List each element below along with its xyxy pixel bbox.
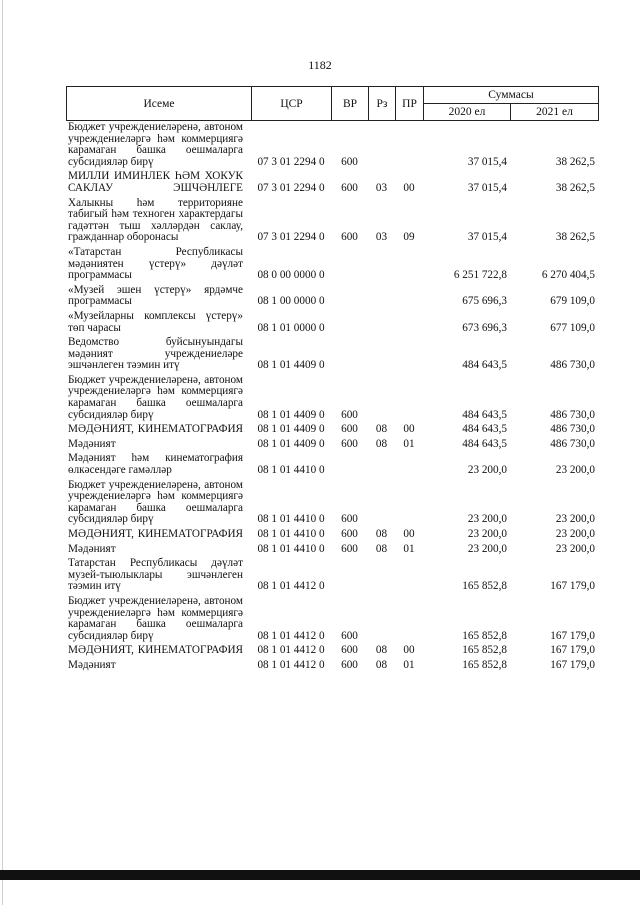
row-csr: 07 3 01 2294 0 — [257, 155, 325, 168]
row-sum-2020: 6 251 722,8 — [453, 269, 507, 282]
row-name: Ведомство буйсынуындагы мәдәният учреждениеләре эшчәнлеген тәэмин итү — [68, 336, 243, 372]
row-pr: 01 — [403, 437, 415, 450]
table-row — [66, 424, 599, 436]
row-sum-2020: 23 200,0 — [467, 464, 507, 477]
row-pr: 00 — [403, 644, 415, 657]
row-csr: 07 3 01 2294 0 — [257, 231, 325, 244]
row-name: Мәдәният һәм кинематография өлкәсендәге гамәлләр — [68, 452, 243, 477]
row-sum-2021: 23 200,0 — [555, 513, 595, 526]
row-pr: 00 — [403, 528, 415, 540]
table-body — [66, 122, 599, 675]
row-csr: 08 1 00 0000 0 — [257, 295, 325, 308]
row-pr: 09 — [403, 231, 415, 244]
row-sum-2020: 165 852,8 — [462, 629, 507, 642]
table-row — [66, 285, 599, 308]
table-header — [66, 86, 599, 121]
row-sum-2021: 6 270 404,5 — [541, 269, 595, 282]
row-csr: 08 1 01 4412 0 — [257, 644, 325, 657]
row-sum-2020: 23 200,0 — [467, 542, 507, 555]
row-csr: 08 1 01 4410 0 — [257, 528, 325, 540]
row-pr: 00 — [403, 423, 415, 436]
row-vr: 600 — [341, 408, 358, 421]
row-vr: 600 — [341, 629, 358, 642]
row-name: Бюджет учреждениеләренә, автоном учреждениеләргә һәм коммерциягә карамаган башка оешмаларга субсидияләр бирү — [68, 594, 243, 642]
row-name: Мәдәният — [68, 658, 116, 671]
row-csr: 08 1 01 4412 0 — [257, 658, 325, 671]
row-sum-2021: 486 730,0 — [550, 437, 595, 450]
row-sum-2020: 675 696,3 — [462, 295, 507, 308]
row-sum-2020: 23 200,0 — [467, 528, 507, 540]
row-sum-2020: 165 852,8 — [462, 580, 507, 593]
row-sum-2020: 165 852,8 — [462, 644, 507, 657]
header-pr: ПР — [396, 87, 424, 120]
scan-bottom-bar — [0, 870, 640, 880]
row-sum-2021: 167 179,0 — [550, 580, 595, 593]
row-csr: 08 1 01 4412 0 — [257, 580, 325, 593]
row-name: «Татарстан Республикасы мәдәниятен үстерү» дәүләт программасы — [68, 245, 243, 282]
row-name: Мәдәният — [68, 437, 116, 450]
row-csr: 08 0 00 0000 0 — [257, 269, 325, 282]
table-row — [66, 596, 599, 642]
row-vr: 600 — [341, 542, 358, 555]
row-sum-2020: 673 696,3 — [462, 321, 507, 334]
row-csr: 08 1 01 4409 0 — [257, 408, 325, 421]
row-csr: 08 1 01 4410 0 — [257, 464, 325, 477]
row-name: Бюджет учреждениеләренә, автоном учреждениеләргә һәм коммерциягә карамаган башка оешмаларга субсидияләр бирү — [68, 373, 243, 421]
row-vr: 600 — [341, 437, 358, 450]
row-rz: 08 — [375, 658, 388, 671]
row-csr: 07 3 01 2294 0 — [257, 181, 325, 194]
row-sum-2021: 167 179,0 — [550, 629, 595, 642]
row-name: МӘДӘНИЯТ, КИНЕМАТОГРАФИЯ — [68, 528, 243, 540]
table-row — [66, 558, 599, 593]
row-sum-2020: 484 643,5 — [462, 359, 507, 372]
row-vr: 600 — [341, 513, 358, 526]
header-sums — [424, 87, 598, 120]
table-row — [66, 337, 599, 372]
row-sum-2021: 23 200,0 — [555, 464, 595, 477]
row-name: «Музейларны комплексы үстерү» төп чарасы — [68, 309, 243, 334]
row-sum-2020: 484 643,5 — [462, 423, 507, 436]
row-rz: 03 — [375, 231, 388, 244]
row-pr: 00 — [403, 181, 415, 194]
row-vr: 600 — [341, 423, 358, 436]
table-row — [66, 453, 599, 476]
header-csr: ЦСР — [252, 87, 332, 120]
row-csr: 08 1 01 4409 0 — [257, 359, 325, 372]
row-vr: 600 — [341, 231, 358, 244]
row-sum-2021: 486 730,0 — [550, 423, 595, 436]
table-row — [66, 439, 599, 451]
scan-edge-line — [2, 0, 3, 905]
header-sums-title: Суммасы — [424, 87, 598, 104]
row-vr: 600 — [341, 528, 358, 540]
row-name: Мәдәният — [68, 542, 116, 555]
row-sum-2021: 38 262,5 — [555, 181, 595, 194]
row-rz: 08 — [375, 437, 388, 450]
row-name: Бюджет учреждениеләренә, автоном учреждениеләргә һәм коммерциягә карамаган башка оешмаларга субсидияләр бирү — [68, 121, 243, 168]
row-sum-2021: 167 179,0 — [550, 644, 595, 657]
row-sum-2020: 484 643,5 — [462, 437, 507, 450]
row-name: МӘДӘНИЯТ, КИНЕМАТОГРАФИЯ — [68, 423, 243, 436]
row-sum-2021: 677 109,0 — [550, 321, 595, 334]
header-vr: ВР — [332, 87, 369, 120]
row-sum-2020: 37 015,4 — [467, 181, 507, 194]
row-vr: 600 — [341, 644, 358, 657]
table-row — [66, 247, 599, 282]
row-csr: 08 1 01 4409 0 — [257, 423, 325, 436]
table-row — [66, 311, 599, 334]
table-row — [66, 660, 599, 672]
row-sum-2021: 167 179,0 — [550, 658, 595, 671]
row-name: Бюджет учреждениеләренә, автоном учреждениеләргә һәм коммерциягә карамаган башка оешмаларга субсидияләр бирү — [68, 478, 243, 526]
row-sum-2021: 679 109,0 — [550, 295, 595, 308]
table-row — [66, 529, 599, 541]
header-year-2021: 2021 ел — [536, 106, 573, 118]
row-rz: 08 — [375, 423, 388, 436]
row-name: Татарстан Республикасы дәүләт музей-тыюлыклары эшчәнлеген тәэмин итү — [68, 557, 243, 593]
row-rz: 08 — [375, 644, 388, 657]
row-sum-2021: 38 262,5 — [555, 231, 595, 244]
row-sum-2021: 486 730,0 — [550, 408, 595, 421]
row-sum-2020: 37 015,4 — [467, 231, 507, 244]
row-sum-2020: 37 015,4 — [467, 155, 507, 168]
row-sum-2021: 486 730,0 — [550, 359, 595, 372]
row-name: «Музей эшен үстерү» ярдәмче программасы — [68, 283, 243, 308]
row-name: МИЛЛИ ИМИНЛЕК ҺӘМ ХОКУК САКЛАУ ЭШЧӘНЛЕГЕ — [68, 170, 243, 194]
page-number: 1182 — [308, 58, 332, 72]
table-row — [66, 171, 599, 194]
header-name: Исеме — [67, 87, 252, 120]
row-sum-2021: 23 200,0 — [555, 528, 595, 540]
row-sum-2020: 484 643,5 — [462, 408, 507, 421]
row-sum-2021: 23 200,0 — [555, 542, 595, 555]
table-row — [66, 480, 599, 526]
row-csr: 08 1 01 0000 0 — [257, 321, 325, 334]
table-row — [66, 122, 599, 168]
row-vr: 600 — [341, 658, 358, 671]
table-row — [66, 375, 599, 421]
row-rz: 08 — [375, 542, 388, 555]
header-rz: Рз — [369, 87, 396, 120]
row-sum-2020: 165 852,8 — [462, 658, 507, 671]
header-year-2020: 2020 ел — [424, 104, 511, 120]
row-sum-2021: 38 262,5 — [555, 155, 595, 168]
row-name: Халыкны һәм территорияне табигый һәм техноген характердагы гадәттән тыш хәлләрдән саклау, гражданнар оборонасы — [68, 196, 243, 244]
table-row — [66, 544, 599, 556]
row-name: МӘДӘНИЯТ, КИНЕМАТОГРАФИЯ — [68, 644, 243, 657]
table-row — [66, 645, 599, 657]
row-vr: 600 — [341, 155, 358, 168]
row-vr: 600 — [341, 181, 358, 194]
row-csr: 08 1 01 4412 0 — [257, 629, 325, 642]
row-pr: 01 — [403, 542, 415, 555]
row-csr: 08 1 01 4410 0 — [257, 542, 325, 555]
row-pr: 01 — [403, 658, 415, 671]
row-csr: 08 1 01 4409 0 — [257, 437, 325, 450]
row-sum-2020: 23 200,0 — [467, 513, 507, 526]
row-rz: 03 — [375, 181, 388, 194]
row-rz: 08 — [375, 528, 388, 540]
row-csr: 08 1 01 4410 0 — [257, 513, 325, 526]
table-row — [66, 198, 599, 244]
